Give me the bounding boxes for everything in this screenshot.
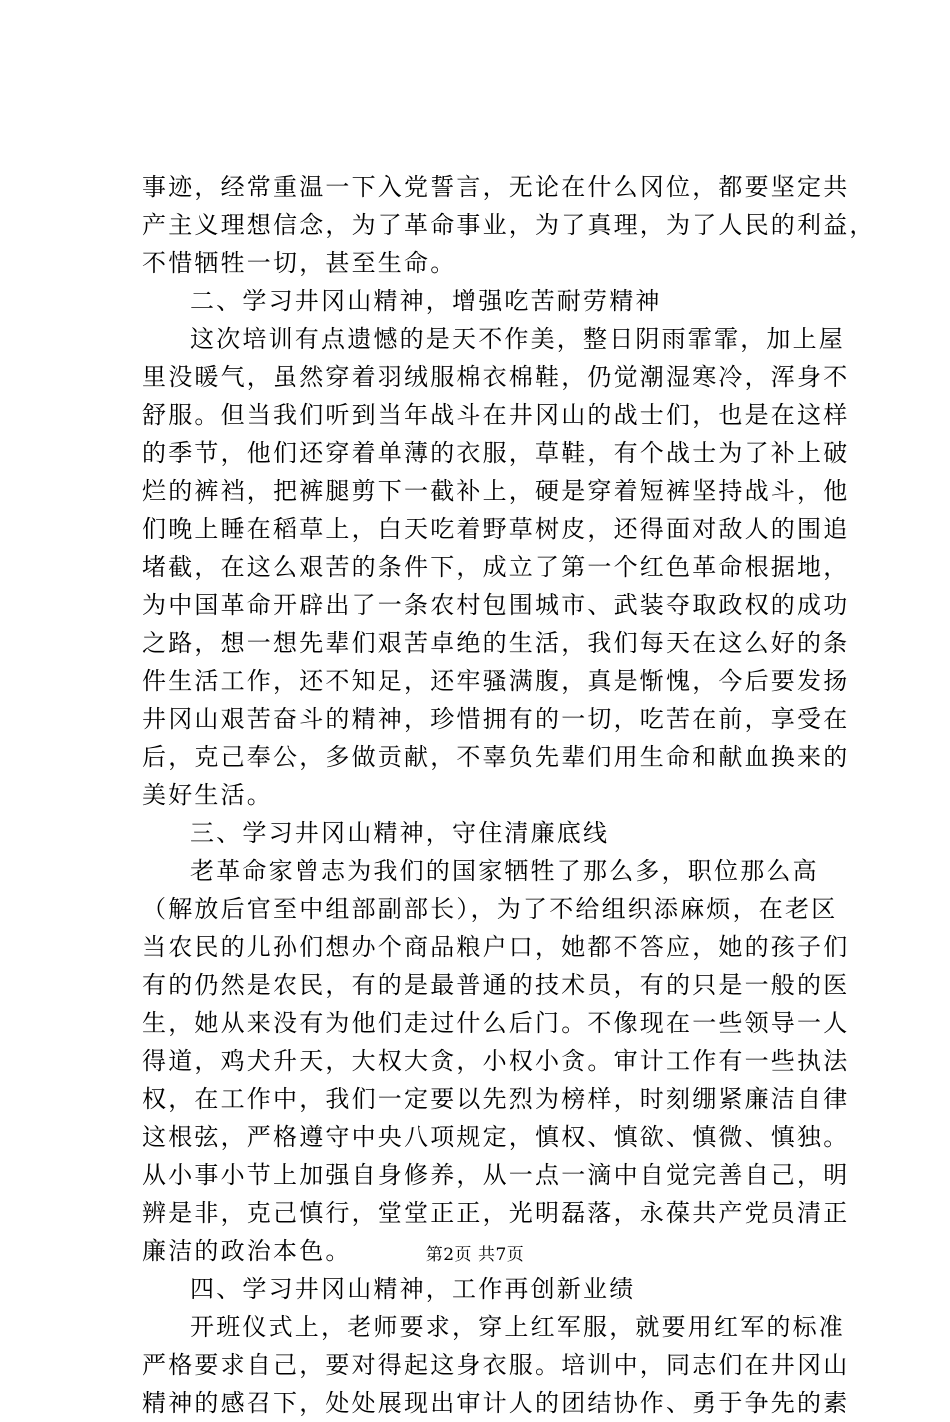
text-line: 烂的裤裆，把裤腿剪下一截补上，硬是穿着短裤坚持战斗，他 bbox=[142, 477, 850, 505]
text-line: 井冈山艰苦奋斗的精神，珍惜拥有的一切，吃苦在前，享受在 bbox=[142, 705, 850, 733]
text-line: 产主义理想信念，为了革命事业，为了真理，为了人民的利益， bbox=[142, 211, 876, 239]
text-line: 得道，鸡犬升天，大权大贪，小权小贪。审计工作有一些执法 bbox=[142, 1047, 850, 1075]
text-line: 美好生活。 bbox=[142, 781, 273, 809]
text-line: 的季节，他们还穿着单薄的衣服，草鞋，有个战士为了补上破 bbox=[142, 439, 850, 467]
text-line: 后，克己奉公，多做贡献，不辜负先辈们用生命和献血换来的 bbox=[142, 743, 850, 771]
text-line: 从小事小节上加强自身修养，从一点一滴中自觉完善自己，明 bbox=[142, 1161, 850, 1189]
text-line: 堵截，在这么艰苦的条件下，成立了第一个红色革命根据地， bbox=[142, 553, 850, 581]
text-line: 这根弦，严格遵守中央八项规定，慎权、慎欲、慎微、慎独。 bbox=[142, 1123, 850, 1151]
text-line: 辨是非，克己慎行，堂堂正正，光明磊落，永葆共产党员清正 bbox=[142, 1199, 850, 1227]
page-footer: 第2页 共7页 bbox=[425, 1245, 525, 1265]
text-line: 为中国革命开辟出了一条农村包围城市、武装夺取政权的成功 bbox=[142, 591, 850, 619]
text-line: 舒服。但当我们听到当年战斗在井冈山的战士们，也是在这样 bbox=[142, 401, 850, 429]
text-line: 三、学习井冈山精神，守住清廉底线 bbox=[190, 819, 610, 847]
text-line: 四、学习井冈山精神，工作再创新业绩 bbox=[190, 1275, 636, 1303]
text-line: 权，在工作中，我们一定要以先烈为榜样，时刻绷紧廉洁自律 bbox=[142, 1085, 850, 1113]
text-line: 二、学习井冈山精神，增强吃苦耐劳精神 bbox=[190, 287, 662, 315]
text-line: 生，她从来没有为他们走过什么后门。不像现在一些领导一人 bbox=[142, 1009, 850, 1037]
text-line: 廉洁的政治本色。 bbox=[142, 1237, 352, 1265]
text-line: 们晚上睡在稻草上，白天吃着野草树皮，还得面对敌人的围追 bbox=[142, 515, 850, 543]
text-line: 里没暖气，虽然穿着羽绒服棉衣棉鞋，仍觉潮湿寒冷，浑身不 bbox=[142, 363, 850, 391]
text-line: 件生活工作，还不知足，还牢骚满腹，真是惭愧，今后要发扬 bbox=[142, 667, 850, 695]
text-line: 当农民的儿孙们想办个商品粮户口，她都不答应，她的孩子们 bbox=[142, 933, 850, 961]
text-line: （解放后官至中组部副部长），为了不给组织添麻烦，在老区 bbox=[142, 895, 838, 923]
text-line: 精神的感召下，处处展现出审计人的团结协作、勇于争先的素 bbox=[142, 1389, 850, 1417]
document-body bbox=[142, 168, 876, 1422]
text-line: 有的仍然是农民，有的是最普通的技术员，有的只是一般的医 bbox=[142, 971, 850, 999]
text-line: 老革命家曾志为我们的国家牺牲了那么多，职位那么高 bbox=[190, 857, 819, 885]
text-line: 开班仪式上，老师要求，穿上红军服，就要用红军的标准 bbox=[190, 1313, 845, 1341]
text-line: 之路，想一想先辈们艰苦卓绝的生活，我们每天在这么好的条 bbox=[142, 629, 850, 657]
text-line: 这次培训有点遗憾的是天不作美，整日阴雨霏霏，加上屋 bbox=[190, 325, 845, 353]
text-line: 不惜牺牲一切，甚至生命。 bbox=[142, 249, 457, 277]
text-line: 事迹，经常重温一下入党誓言，无论在什么冈位，都要坚定共 bbox=[142, 173, 850, 201]
text-line: 严格要求自己，要对得起这身衣服。培训中，同志们在井冈山 bbox=[142, 1351, 850, 1379]
